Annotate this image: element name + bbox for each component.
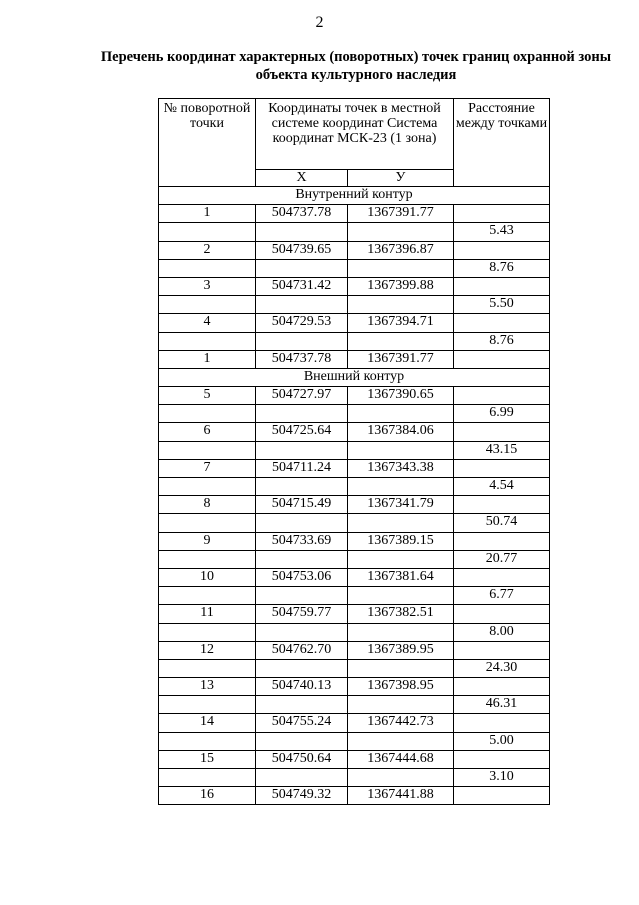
- y-coordinate-cell-empty: [348, 441, 454, 459]
- x-coordinate-cell-empty: [256, 223, 348, 241]
- point-number-cell: 9: [159, 532, 256, 550]
- distance-cell: 8.00: [454, 623, 550, 641]
- table-row: [159, 205, 550, 223]
- x-coordinate-cell: 504762.70: [256, 641, 348, 659]
- y-coordinate-cell-empty: [348, 732, 454, 750]
- table-row: [159, 459, 550, 477]
- distance-cell-empty: [454, 787, 550, 805]
- distance-cell: 5.43: [454, 223, 550, 241]
- contour-section-label: Внутренний контур: [159, 187, 550, 205]
- point-number-cell: 4: [159, 314, 256, 332]
- distance-cell-empty: [454, 605, 550, 623]
- y-coordinate-cell-empty: [348, 696, 454, 714]
- distance-cell-empty: [454, 568, 550, 586]
- x-coordinate-cell-empty: [256, 659, 348, 677]
- distance-cell-empty: [454, 241, 550, 259]
- x-coordinate-cell-empty: [256, 769, 348, 787]
- document-title: Перечень координат характерных (поворотных) точек границ охранной зоны объекта культурного наследия: [100, 49, 612, 83]
- y-coordinate-cell: 1367381.64: [348, 568, 454, 586]
- distance-row: [159, 332, 550, 350]
- distance-row: [159, 550, 550, 568]
- x-coordinate-cell: 504737.78: [256, 205, 348, 223]
- x-coordinate-cell: 504711.24: [256, 459, 348, 477]
- point-number-cell-empty: [159, 405, 256, 423]
- distance-cell-empty: [454, 277, 550, 295]
- x-coordinate-cell-empty: [256, 732, 348, 750]
- table-row: [159, 750, 550, 768]
- contour-section-label: Внешний контур: [159, 368, 550, 386]
- y-coordinate-cell: 1367391.77: [348, 205, 454, 223]
- distance-row: [159, 769, 550, 787]
- point-number-cell-empty: [159, 296, 256, 314]
- header-coordinates: Координаты точек в местной системе координат Система координат МСК-23 (1 зона): [256, 99, 454, 170]
- x-coordinate-cell-empty: [256, 478, 348, 496]
- distance-row: [159, 405, 550, 423]
- x-coordinate-cell: 504729.53: [256, 314, 348, 332]
- x-coordinate-cell: 504733.69: [256, 532, 348, 550]
- coordinates-table: [158, 98, 550, 805]
- y-coordinate-cell-empty: [348, 769, 454, 787]
- y-coordinate-cell: 1367391.77: [348, 350, 454, 368]
- x-coordinate-cell-empty: [256, 296, 348, 314]
- y-coordinate-cell: 1367343.38: [348, 459, 454, 477]
- distance-row: [159, 696, 550, 714]
- x-coordinate-cell: 504727.97: [256, 387, 348, 405]
- page-number: 2: [315, 14, 324, 31]
- distance-cell-empty: [454, 205, 550, 223]
- distance-cell: 43.15: [454, 441, 550, 459]
- table-row: [159, 314, 550, 332]
- section-row: [159, 187, 550, 205]
- x-coordinate-cell-empty: [256, 623, 348, 641]
- point-number-cell: 14: [159, 714, 256, 732]
- y-coordinate-cell: 1367382.51: [348, 605, 454, 623]
- table-row: [159, 277, 550, 295]
- distance-row: [159, 441, 550, 459]
- table-row: [159, 387, 550, 405]
- distance-cell-empty: [454, 532, 550, 550]
- x-coordinate-cell: 504740.13: [256, 678, 348, 696]
- table-row: [159, 787, 550, 805]
- distance-row: [159, 732, 550, 750]
- point-number-cell-empty: [159, 732, 256, 750]
- point-number-cell-empty: [159, 259, 256, 277]
- y-coordinate-cell: 1367441.88: [348, 787, 454, 805]
- x-coordinate-cell-empty: [256, 332, 348, 350]
- x-coordinate-cell: 504759.77: [256, 605, 348, 623]
- distance-cell: 6.99: [454, 405, 550, 423]
- distance-row: [159, 514, 550, 532]
- distance-cell-empty: [454, 387, 550, 405]
- point-number-cell: 16: [159, 787, 256, 805]
- point-number-cell-empty: [159, 623, 256, 641]
- x-coordinate-cell-empty: [256, 696, 348, 714]
- section-row: [159, 368, 550, 386]
- distance-cell: 24.30: [454, 659, 550, 677]
- y-coordinate-cell-empty: [348, 332, 454, 350]
- point-number-cell: 11: [159, 605, 256, 623]
- distance-row: [159, 587, 550, 605]
- point-number-cell: 1: [159, 350, 256, 368]
- y-coordinate-cell: 1367394.71: [348, 314, 454, 332]
- distance-cell: 4.54: [454, 478, 550, 496]
- point-number-cell-empty: [159, 441, 256, 459]
- y-coordinate-cell-empty: [348, 478, 454, 496]
- distance-cell-empty: [454, 423, 550, 441]
- header-y: У: [348, 170, 454, 187]
- y-coordinate-cell-empty: [348, 405, 454, 423]
- point-number-cell-empty: [159, 223, 256, 241]
- x-coordinate-cell: 504749.32: [256, 787, 348, 805]
- table-row: [159, 714, 550, 732]
- x-coordinate-cell-empty: [256, 550, 348, 568]
- point-number-cell: 2: [159, 241, 256, 259]
- y-coordinate-cell: 1367396.87: [348, 241, 454, 259]
- table-row: [159, 350, 550, 368]
- x-coordinate-cell-empty: [256, 259, 348, 277]
- distance-cell-empty: [454, 459, 550, 477]
- point-number-cell: 10: [159, 568, 256, 586]
- distance-cell: 5.50: [454, 296, 550, 314]
- point-number-cell: 12: [159, 641, 256, 659]
- point-number-cell: 7: [159, 459, 256, 477]
- table-row: [159, 568, 550, 586]
- distance-cell: 5.00: [454, 732, 550, 750]
- y-coordinate-cell: 1367389.95: [348, 641, 454, 659]
- x-coordinate-cell-empty: [256, 441, 348, 459]
- distance-cell-empty: [454, 350, 550, 368]
- table-row: [159, 532, 550, 550]
- table-row: [159, 423, 550, 441]
- point-number-cell-empty: [159, 478, 256, 496]
- distance-cell: 8.76: [454, 332, 550, 350]
- point-number-cell-empty: [159, 587, 256, 605]
- distance-row: [159, 296, 550, 314]
- distance-cell: 8.76: [454, 259, 550, 277]
- x-coordinate-cell: 504750.64: [256, 750, 348, 768]
- distance-cell-empty: [454, 496, 550, 514]
- x-coordinate-cell: 504731.42: [256, 277, 348, 295]
- x-coordinate-cell-empty: [256, 405, 348, 423]
- y-coordinate-cell-empty: [348, 587, 454, 605]
- y-coordinate-cell-empty: [348, 514, 454, 532]
- distance-cell-empty: [454, 641, 550, 659]
- y-coordinate-cell-empty: [348, 659, 454, 677]
- x-coordinate-cell: 504725.64: [256, 423, 348, 441]
- x-coordinate-cell: 504739.65: [256, 241, 348, 259]
- distance-cell-empty: [454, 678, 550, 696]
- point-number-cell-empty: [159, 769, 256, 787]
- distance-row: [159, 623, 550, 641]
- point-number-cell: 1: [159, 205, 256, 223]
- point-number-cell: 15: [159, 750, 256, 768]
- distance-row: [159, 659, 550, 677]
- distance-row: [159, 478, 550, 496]
- point-number-cell-empty: [159, 659, 256, 677]
- y-coordinate-cell-empty: [348, 259, 454, 277]
- header-distance: Расстояние между точками: [454, 99, 550, 187]
- point-number-cell: 13: [159, 678, 256, 696]
- y-coordinate-cell-empty: [348, 623, 454, 641]
- distance-cell: 6.77: [454, 587, 550, 605]
- y-coordinate-cell-empty: [348, 296, 454, 314]
- distance-row: [159, 223, 550, 241]
- point-number-cell: 5: [159, 387, 256, 405]
- point-number-cell-empty: [159, 332, 256, 350]
- y-coordinate-cell: 1367341.79: [348, 496, 454, 514]
- y-coordinate-cell: 1367444.68: [348, 750, 454, 768]
- distance-cell: 3.10: [454, 769, 550, 787]
- x-coordinate-cell: 504737.78: [256, 350, 348, 368]
- point-number-cell: 6: [159, 423, 256, 441]
- distance-cell: 20.77: [454, 550, 550, 568]
- point-number-cell: 8: [159, 496, 256, 514]
- header-x: X: [256, 170, 348, 187]
- distance-cell: 46.31: [454, 696, 550, 714]
- distance-cell-empty: [454, 750, 550, 768]
- point-number-cell: 3: [159, 277, 256, 295]
- table-row: [159, 678, 550, 696]
- distance-row: [159, 259, 550, 277]
- y-coordinate-cell: 1367389.15: [348, 532, 454, 550]
- table-row: [159, 641, 550, 659]
- x-coordinate-cell: 504755.24: [256, 714, 348, 732]
- y-coordinate-cell-empty: [348, 550, 454, 568]
- x-coordinate-cell-empty: [256, 587, 348, 605]
- x-coordinate-cell-empty: [256, 514, 348, 532]
- header-point-number: № поворотной точки: [159, 99, 256, 187]
- x-coordinate-cell: 504715.49: [256, 496, 348, 514]
- distance-cell-empty: [454, 314, 550, 332]
- distance-cell-empty: [454, 714, 550, 732]
- x-coordinate-cell: 504753.06: [256, 568, 348, 586]
- point-number-cell-empty: [159, 696, 256, 714]
- y-coordinate-cell: 1367390.65: [348, 387, 454, 405]
- point-number-cell-empty: [159, 550, 256, 568]
- distance-cell: 50.74: [454, 514, 550, 532]
- point-number-cell-empty: [159, 514, 256, 532]
- table-row: [159, 496, 550, 514]
- y-coordinate-cell-empty: [348, 223, 454, 241]
- y-coordinate-cell: 1367442.73: [348, 714, 454, 732]
- y-coordinate-cell: 1367384.06: [348, 423, 454, 441]
- table-row: [159, 605, 550, 623]
- y-coordinate-cell: 1367399.88: [348, 277, 454, 295]
- table-row: [159, 241, 550, 259]
- y-coordinate-cell: 1367398.95: [348, 678, 454, 696]
